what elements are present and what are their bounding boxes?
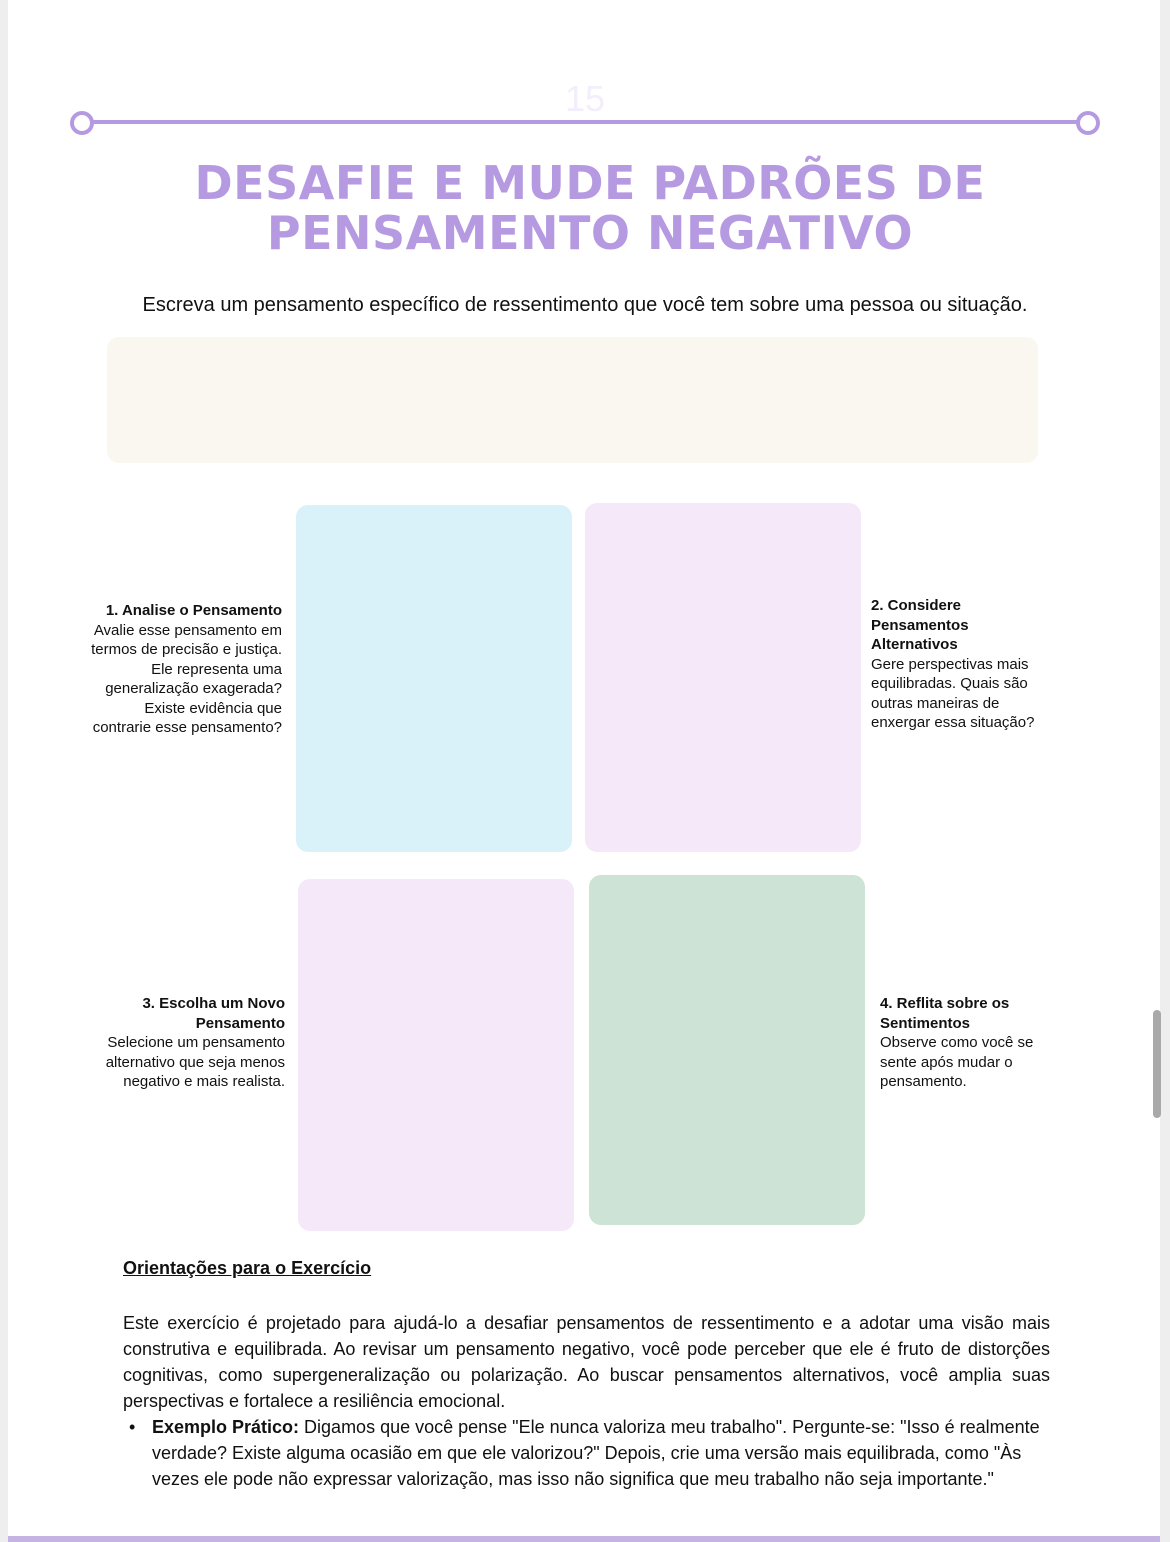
list-item: [123, 1414, 1050, 1492]
step-description: Gere perspectivas mais equilibradas. Quais são outras maneiras de enxergar essa situação?: [871, 655, 1035, 731]
header-timeline-divider: [70, 110, 1100, 134]
page-title-line-1: DESAFIE E MUDE PADRÕES DE: [194, 156, 986, 210]
thought-answer-box[interactable]: [107, 337, 1038, 463]
page-edge-right: [1160, 0, 1170, 1542]
scrollbar-thumb[interactable]: [1153, 1010, 1161, 1118]
example-label: Exemplo Prático:: [152, 1417, 300, 1437]
step-description: Avalie esse pensamento em termos de precisão e justiça. Ele representa uma generalização exagerada? Existe evidência que contrarie esse pensamento?: [91, 621, 282, 736]
page-edge-left: [0, 0, 8, 1542]
timeline-line: [82, 120, 1088, 124]
step-title: 2. Considere Pensamentos Alternativos: [871, 597, 969, 653]
guidelines-paragraph: Este exercício é projetado para ajudá-lo a desafiar pensamentos de ressentimento e a adotar uma visão mais construtiva e equilibrada. Ao revisar um pensamento negativo, você pode perceber que ele é fruto de distorções cognitivas, como supergeneralização ou polarização. Ao buscar pensamentos alternativos, você amplia suas perspectivas e fortalece a resiliência emocional.: [123, 1313, 1050, 1411]
step-4-answer-box[interactable]: [589, 875, 865, 1225]
step-3-answer-box[interactable]: [298, 879, 574, 1231]
step-2-answer-box[interactable]: [585, 503, 861, 852]
page-title-line-2: PENSAMENTO NEGATIVO: [266, 206, 914, 260]
guidelines-heading: Orientações para o Exercício: [123, 1258, 372, 1278]
timeline-dot-right: [1076, 111, 1100, 135]
bullet-icon: •: [129, 1417, 136, 1437]
guidelines-list: [123, 1414, 1050, 1492]
timeline-dot-left: [70, 111, 94, 135]
step-description: Observe como você se sente após mudar o pensamento.: [880, 1034, 1034, 1090]
example-text: Digamos que você pense "Ele nunca valoriza meu trabalho". Pergunte-se: "Isso é realmente verdade? Existe alguma ocasião em que ele valorizou?" Depois, crie uma versão mais equilibrada, como "Às vezes ele pode não expressar valorização, mas isso não significa que meu trabalho não seja importante.": [152, 1417, 1040, 1489]
step-title: 3. Escolha um Novo Pensamento: [142, 995, 285, 1032]
step-1-answer-box[interactable]: [296, 505, 572, 852]
bottom-rule: [8, 1536, 1160, 1542]
step-title: 1. Analise o Pensamento: [105, 602, 282, 619]
step-description: Selecione um pensamento alternativo que seja menos negativo e mais realista.: [105, 1034, 285, 1090]
step-4-label: [880, 994, 1060, 1092]
page-title: [100, 158, 1080, 258]
step-3-label: [100, 994, 285, 1092]
page-number: 15: [564, 78, 606, 119]
exercise-prompt: Escreva um pensamento específico de ressentimento que você tem sobre uma pessoa ou situação.: [142, 294, 1028, 316]
step-1-label: [86, 601, 282, 738]
step-2-label: [871, 596, 1051, 733]
step-title: 4. Reflita sobre os Sentimentos: [880, 995, 1010, 1032]
